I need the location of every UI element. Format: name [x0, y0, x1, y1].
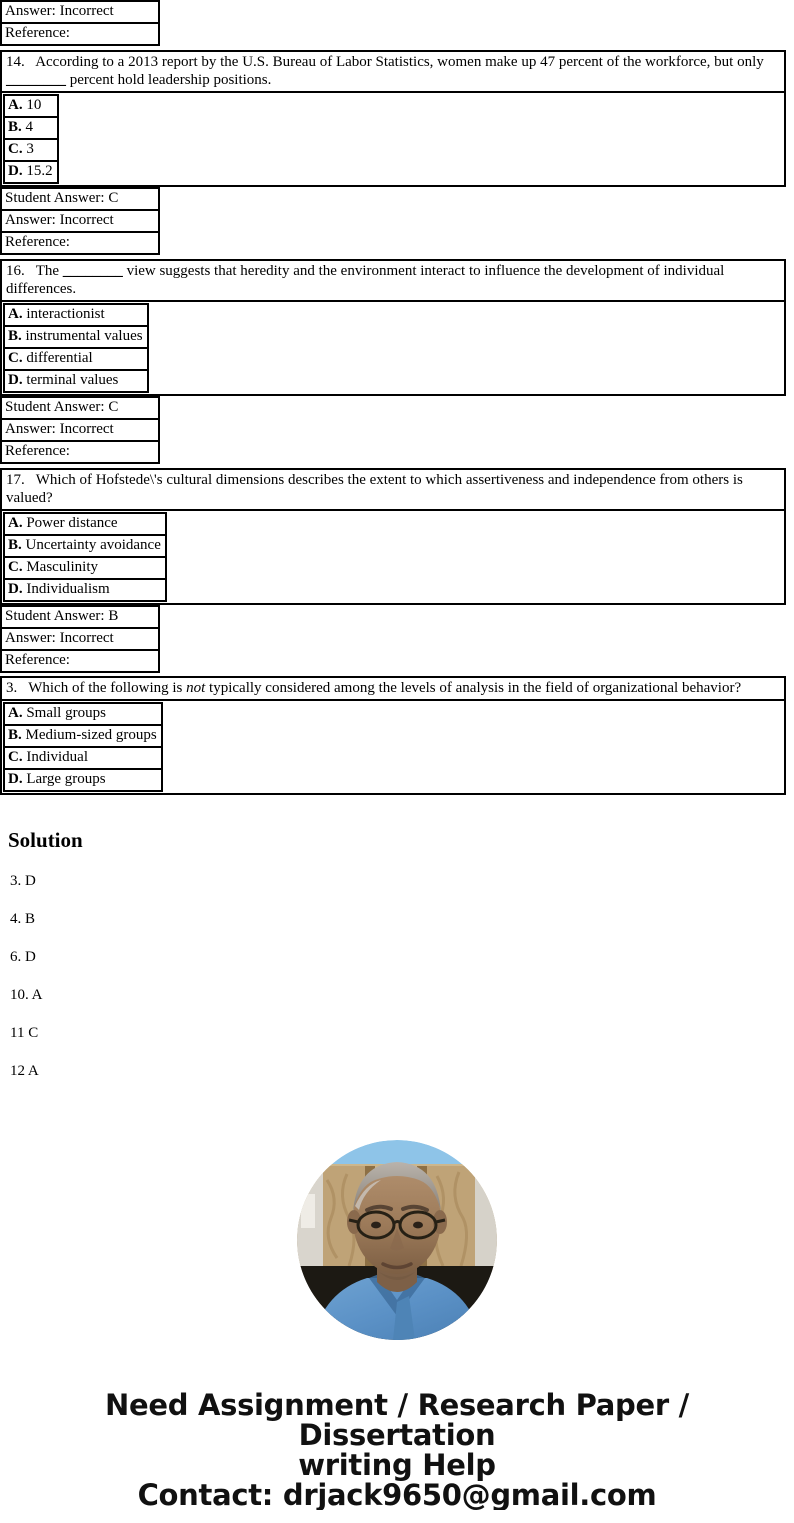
answer-result-cell: Answer: Incorrect [1, 1, 159, 23]
option-3-c[interactable] [4, 747, 162, 769]
status-group-14 [0, 187, 160, 255]
question-text-14-part1: According to a 2013 report by the U.S. Bureau of Labor Statistics, women make up 47 percent of the workforce, but only [35, 54, 764, 70]
question-blank-16: ________ [62, 263, 123, 279]
option-letter-b: B. [8, 328, 22, 344]
student-answer-cell-17: Student Answer: B [1, 606, 159, 628]
options-wrap-14 [1, 92, 785, 186]
option-letter-a: A. [8, 97, 23, 113]
option-letter-d: D. [8, 163, 23, 179]
options-table-3 [3, 702, 163, 792]
avatar [297, 1140, 497, 1340]
solution-answer-item: 12 A [10, 1063, 39, 1079]
question-number-17: 17. [6, 472, 25, 488]
promo-section [0, 1140, 794, 1510]
option-letter-d: D. [8, 771, 23, 787]
question-text-3-italic: not [186, 680, 206, 696]
answer-result-cell-17: Answer: Incorrect [1, 628, 159, 650]
option-14-b[interactable] [4, 117, 58, 139]
option-3-d[interactable] [4, 769, 162, 791]
question-block-17 [0, 468, 786, 605]
option-text-a: Power distance [26, 515, 118, 531]
option-16-c[interactable] [4, 348, 148, 370]
option-letter-d: D. [8, 372, 23, 388]
option-text-c: Masculinity [26, 559, 99, 575]
option-letter-c: C. [8, 350, 23, 366]
option-text-b: Uncertainty avoidance [25, 537, 161, 553]
question-stem-17 [1, 469, 785, 510]
option-letter-a: A. [8, 705, 23, 721]
option-17-d[interactable] [4, 579, 166, 601]
status-group-16 [0, 396, 160, 464]
question-text-16-part1: The [35, 263, 63, 279]
reference-cell-17: Reference: [1, 650, 159, 672]
options-wrap-3 [1, 700, 785, 794]
question-stem-16 [1, 260, 785, 301]
question-stem-14 [1, 51, 785, 92]
options-wrap-16 [1, 301, 785, 395]
option-text-d: 15.2 [26, 163, 53, 179]
question-number-14: 14. [6, 54, 25, 70]
solution-answer-item: 3. D [10, 873, 36, 889]
promo-text [0, 1390, 794, 1510]
student-answer-cell-14: Student Answer: C [1, 188, 159, 210]
option-text-c: 3 [26, 141, 34, 157]
question-text-3-part2: typically considered among the levels of analysis in the field of organizational behavior? [205, 680, 742, 696]
option-text-d: terminal values [26, 372, 119, 388]
reference-cell: Reference: [1, 23, 159, 45]
question-text-3-part1: Which of the following is [28, 680, 187, 696]
option-17-a[interactable] [4, 513, 166, 535]
option-17-b[interactable] [4, 535, 166, 557]
option-letter-b: B. [8, 119, 22, 135]
option-text-b: Medium-sized groups [25, 727, 157, 743]
answer-result-cell-14: Answer: Incorrect [1, 210, 159, 232]
option-text-a: Small groups [26, 705, 106, 721]
option-16-a[interactable] [4, 304, 148, 326]
option-17-c[interactable] [4, 557, 166, 579]
option-letter-c: C. [8, 141, 23, 157]
reference-cell-14: Reference: [1, 232, 159, 254]
option-text-a: 10 [26, 97, 42, 113]
question-number-16: 16. [6, 263, 25, 279]
option-text-c: differential [26, 350, 93, 366]
solution-answer-item: 4. B [10, 911, 36, 927]
option-text-d: Individualism [26, 581, 110, 597]
question-stem-3 [1, 677, 785, 700]
answer-result-cell-16: Answer: Incorrect [1, 419, 159, 441]
option-16-d[interactable] [4, 370, 148, 392]
status-group-17 [0, 605, 160, 673]
option-text-b: 4 [25, 119, 34, 135]
option-text-c: Individual [26, 749, 88, 765]
option-letter-b: B. [8, 727, 22, 743]
question-block-14 [0, 50, 786, 187]
reference-cell-16: Reference: [1, 441, 159, 463]
option-letter-c: C. [8, 749, 23, 765]
question-blank-14: ________ [6, 72, 66, 88]
solution-answer-item: 11 C [10, 1025, 39, 1041]
promo-line-2: writing Help [298, 1448, 496, 1482]
solution-heading: Solution [8, 828, 83, 852]
option-14-c[interactable] [4, 139, 58, 161]
student-answer-cell-16: Student Answer: C [1, 397, 159, 419]
option-text-a: interactionist [26, 306, 105, 322]
question-block-16 [0, 259, 786, 396]
option-3-a[interactable] [4, 703, 162, 725]
options-table-17 [3, 512, 167, 602]
status-group-orphan [0, 0, 160, 46]
option-letter-a: A. [8, 515, 23, 531]
question-block-3 [0, 676, 786, 795]
option-14-d[interactable] [4, 161, 58, 183]
options-wrap-17 [1, 510, 785, 604]
options-table-14 [3, 94, 59, 184]
question-text-14-part2: percent hold leadership positions. [66, 72, 272, 88]
solution-answer-item: 6. D [10, 949, 36, 965]
option-text-b: instrumental values [25, 328, 143, 344]
option-letter-a: A. [8, 306, 23, 322]
options-table-16 [3, 303, 149, 393]
solution-answer-item: 10. A [10, 987, 43, 1003]
promo-line-1: Need Assignment / Research Paper / Dissertation [105, 1388, 689, 1452]
option-letter-b: B. [8, 537, 22, 553]
option-text-d: Large groups [26, 771, 106, 787]
option-14-a[interactable] [4, 95, 58, 117]
promo-contact-line: Contact: drjack9650@gmail.com [137, 1478, 657, 1510]
profile-photo-icon [297, 1140, 497, 1340]
option-letter-d: D. [8, 581, 23, 597]
question-number-3: 3. [6, 680, 18, 696]
question-text-16-part2: view suggests that heredity and the environment interact to influence the development of individual differences. [6, 263, 725, 297]
option-16-b[interactable] [4, 326, 148, 348]
option-letter-c: C. [8, 559, 23, 575]
option-3-b[interactable] [4, 725, 162, 747]
question-text-17-part1: Which of Hofstede\'s cultural dimensions describes the extent to which assertiveness and independence from others is valued? [6, 472, 743, 506]
